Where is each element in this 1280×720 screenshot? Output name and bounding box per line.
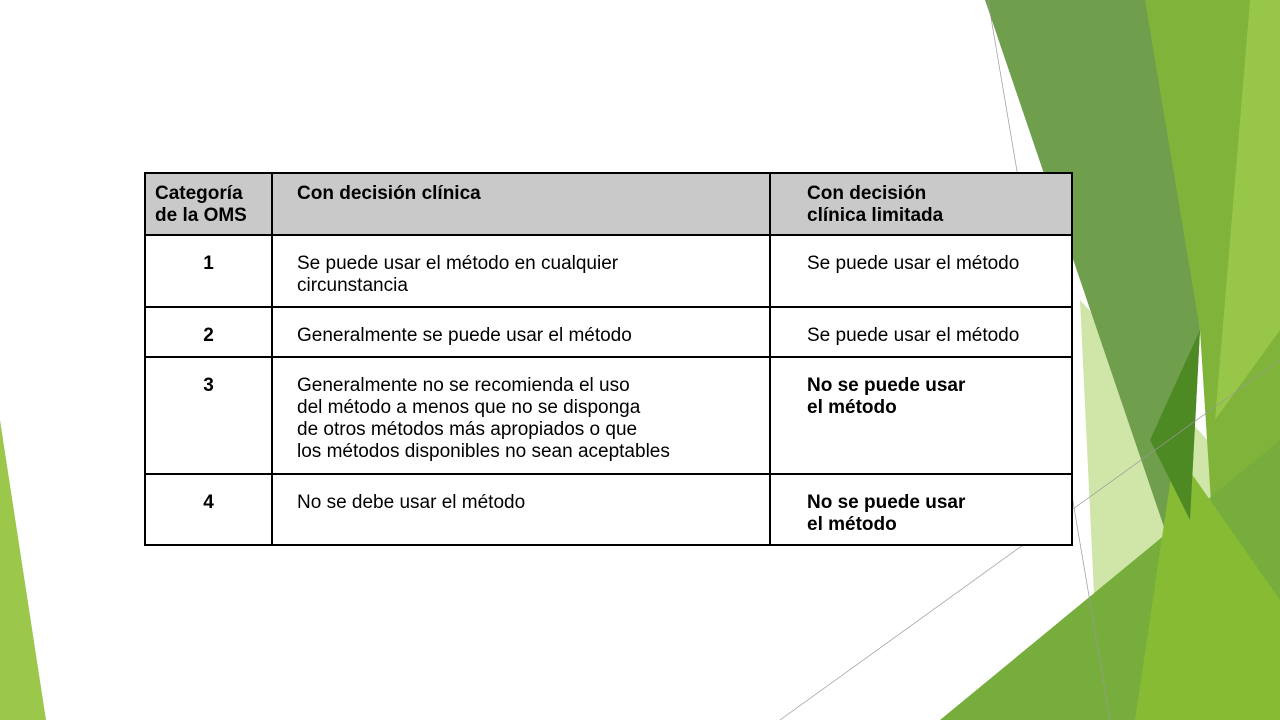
- row-category-cell: [145, 357, 272, 474]
- header-category: [145, 173, 272, 235]
- row-clinical-cell: [272, 474, 770, 545]
- row-clinical-cell: [272, 357, 770, 474]
- row-clinical-cell: [272, 235, 770, 307]
- table-row: [145, 307, 1072, 357]
- table-header-row: [145, 173, 1072, 235]
- header-clinical-decision: [272, 173, 770, 235]
- row-clinical-cell: [272, 307, 770, 357]
- row-category-value: 2: [203, 325, 214, 346]
- who-category-table: [144, 172, 1073, 546]
- row-clinical-text: Generalmente se puede usar el método: [297, 325, 632, 346]
- header-limited-label: Con decisión clínica limitada: [807, 183, 944, 226]
- header-limited-decision: [770, 173, 1072, 235]
- row-category-value: 4: [203, 492, 214, 513]
- header-category-label: Categoría de la OMS: [155, 183, 247, 226]
- row-clinical-text: Se puede usar el método en cualquier circunstancia: [297, 253, 619, 296]
- row-limited-cell: [770, 357, 1072, 474]
- row-category-cell: [145, 235, 272, 307]
- table-row: [145, 357, 1072, 474]
- row-category-value: 3: [203, 375, 214, 396]
- header-clinical-label: Con decisión clínica: [297, 183, 481, 204]
- row-category-cell: [145, 307, 272, 357]
- row-category-cell: [145, 474, 272, 545]
- row-limited-text: No se puede usar el método: [807, 375, 966, 418]
- row-limited-text: Se puede usar el método: [807, 253, 1020, 274]
- table-row: [145, 235, 1072, 307]
- left-green-shape: [0, 420, 46, 720]
- row-limited-text: Se puede usar el método: [807, 325, 1020, 346]
- row-limited-text: No se puede usar el método: [807, 492, 966, 535]
- row-clinical-text: Generalmente no se recomienda el uso del método a menos que no se disponga de otros métodos más apropiados o que los métodos disponibles no sean aceptables: [297, 375, 670, 462]
- table-row: [145, 474, 1072, 545]
- row-limited-cell: [770, 307, 1072, 357]
- row-limited-cell: [770, 474, 1072, 545]
- row-clinical-text: No se debe usar el método: [297, 492, 526, 513]
- row-category-value: 1: [203, 253, 214, 274]
- row-limited-cell: [770, 235, 1072, 307]
